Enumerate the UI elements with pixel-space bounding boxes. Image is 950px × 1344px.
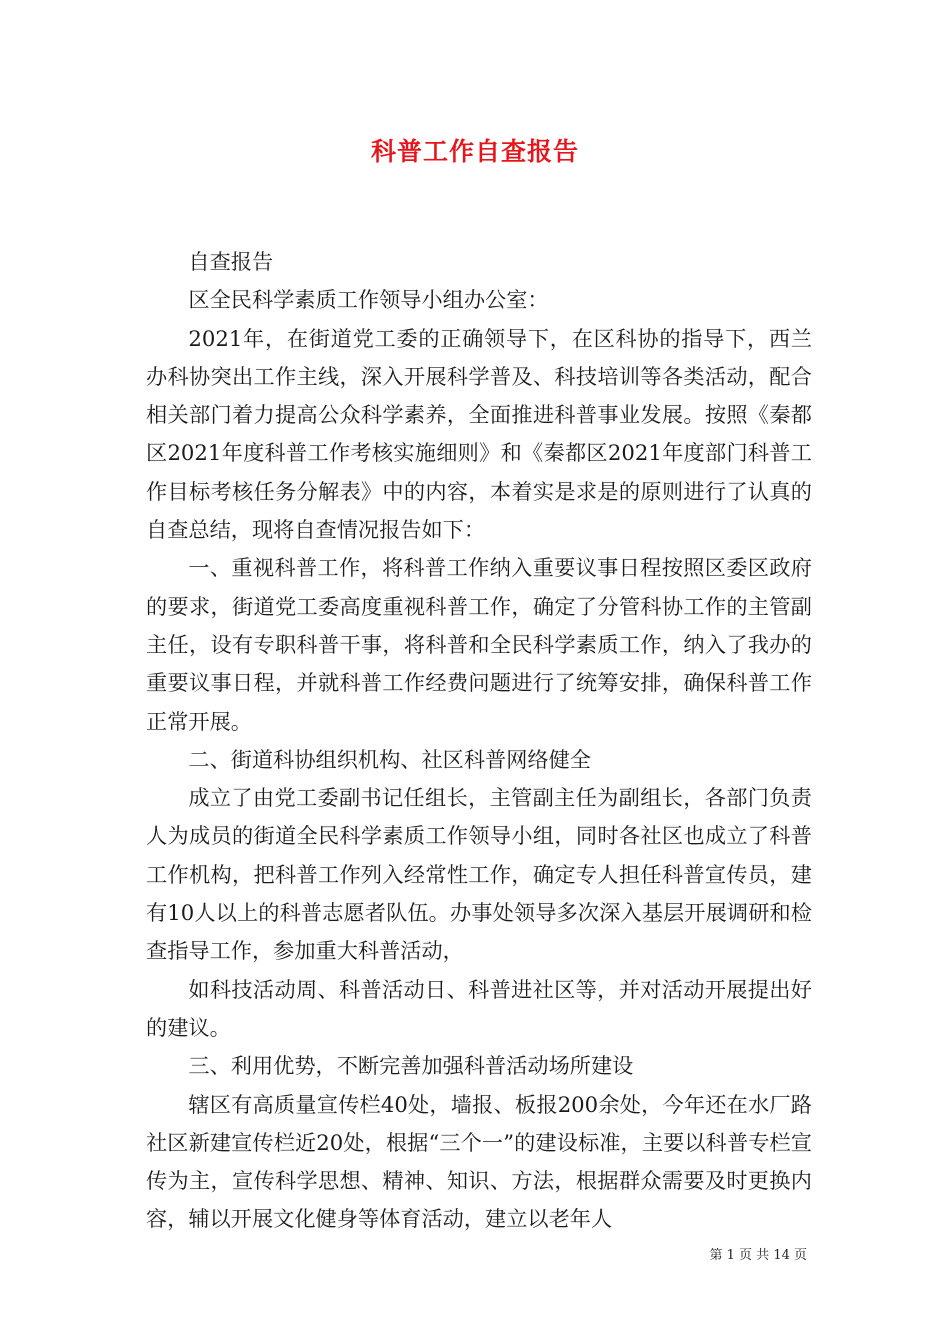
document-body [146, 243, 812, 1239]
paragraph-heading: 自查报告 [188, 249, 274, 274]
document-title: 科普工作自查报告 [370, 137, 579, 166]
paragraph-section-1: 一、重视科普工作，将科普工作纳入重要议事日程按照区委区政府的要求，街道党工委高度重视科普工作，确定了分管科协工作的主管副主任，设有专职科普干事，将科普和全民科学素质工作，纳入了我办的重要议事日程，并就科普工作经费问题进行了统筹安排，确保科普工作正常开展。 [146, 555, 812, 734]
paragraph-intro: 2021年，在街道党工委的正确领导下，在区科协的指导下，西兰办科协突出工作主线，深入开展科学普及、科技培训等各类活动，配合相关部门着力提高公众科学素养，全面推进科普事业发展。按照《秦都区2021年度科普工作考核实施细则》和《秦都区2021年度部门科普工作目标考核任务分解表》中的内容，本着实是求是的原则进行了认真的自查总结，现将自查情况报告如下： [146, 325, 812, 543]
paragraph-section-2-continued: 如科技活动周、科普活动日、科普进社区等，并对活动开展提出好的建议。 [146, 976, 812, 1040]
page-number: 第 1 页 共 14 页 [709, 1248, 807, 1263]
paragraph-section-3-heading: 三、利用优势，不断完善加强科普活动场所建设 [188, 1053, 634, 1079]
paragraph-section-2-heading: 二、街道科协组织机构、社区科普网络健全 [188, 746, 591, 772]
paragraph-section-2-body: 成立了由党工委副书记任组长，主管副主任为副组长，各部门负责人为成员的街道全民科学素质工作领导小组，同时各社区也成立了科普工作机构，把科普工作列入经常性工作，确定专人担任科普宣传员，建有10人以上的科普志愿者队伍。办事处领导多次深入基层开展调研和检查指导工作，参加重大科普活动， [146, 785, 812, 964]
paragraph-section-3-body: 辖区有高质量宣传栏40处，墙报、板报200余处，今年还在水厂路社区新建宣传栏近20处，根据“三个一”的建设标准，主要以科普专栏宣传为主，宣传科学思想、精神、知识、方法，根据群众需要及时更换内容，辅以开展文化健身等体育活动，建立以老年人 [146, 1091, 812, 1232]
paragraph-recipient: 区全民科学素质工作领导小组办公室： [188, 287, 549, 313]
